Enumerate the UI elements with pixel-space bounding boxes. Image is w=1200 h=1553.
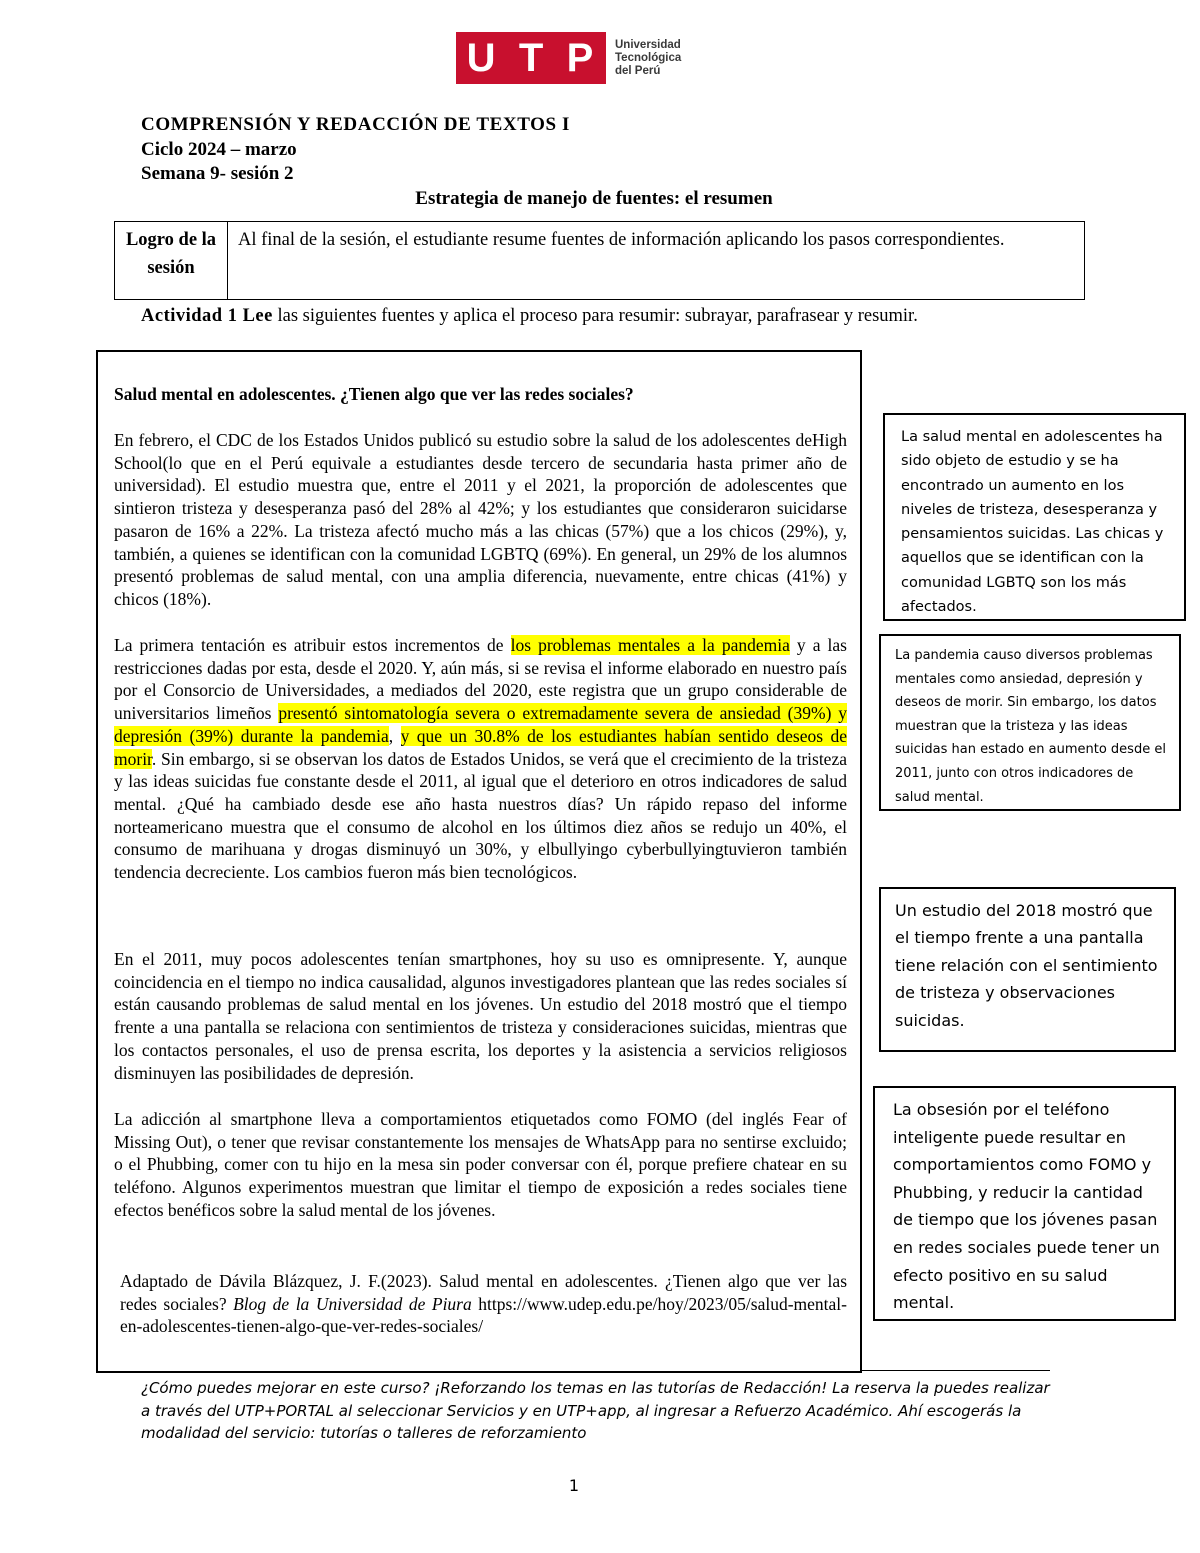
source-paragraph-2: [114, 634, 847, 884]
paragraph-2-text-b: y a las restricciones dadas por esta, desde el 2020. Y, aún más, si se revisa el informe elaborado en nuestro país por el Consorcio de Universidades, a mediados del 2020, este registra que un grupo considerable de universitarios limeños: [114, 635, 847, 724]
source-paragraph-4: La adicción al smartphone lleva a comportamientos etiquetados como FOMO (del inglés Fear of Missing Out), o tener que revisar constantemente los mensajes de WhatsApp para no sentirse excluido; o el Phubbing, comer con tu hijo en la mesa sin poder conversar con él, porque prefiere chatear en su teléfono. Algunos experimentos muestran que limitar el tiempo de exposición a redes sociales tiene efectos benéficos sobre la salud mental de los jóvenes.: [114, 1109, 847, 1220]
course-cycle: Ciclo 2024 – marzo: [141, 139, 297, 160]
source-text-box: [96, 350, 862, 1373]
highlight-death-wish: y que un 30.8% de los estudiantes habían sentido deseos de morir: [114, 725, 847, 769]
page-number: 1: [568, 1476, 580, 1495]
logo-letter-t: T: [518, 35, 546, 80]
logo-letter-p: P: [566, 35, 596, 80]
course-title: COMPRENSIÓN Y REDACCIÓN DE TEXTOS I: [141, 114, 571, 135]
course-week: Semana 9- sesión 2: [141, 163, 294, 184]
activity-instruction: [141, 304, 918, 328]
highlight-pandemic: los problemas mentales a la pandemia: [510, 635, 790, 655]
citation-publication: Blog de la Universidad de Piura: [233, 1293, 472, 1314]
tutoring-footnote: ¿Cómo puedes mejorar en este curso? ¡Reforzando los temas en las tutorías de Redacción! La reserva la puedes realizar a través del UTP+PORTAL al seleccionar Servicios y en UTP+app, al ingresar a Refuerzo Académico. Ahí escogerás la modalidad del servicio: tutorías o talleres de reforzamiento: [141, 1379, 1050, 1442]
source-title: Salud mental en adolescentes. ¿Tienen algo que ver las redes sociales?: [114, 384, 634, 404]
logo-letter-u: U: [466, 35, 498, 80]
activity-lead: Actividad 1 Lee: [141, 306, 273, 326]
utp-logo-text: [615, 39, 681, 78]
activity-rest: las siguientes fuentes y aplica el proceso para resumir: subrayar, parafrasear y resumir.: [272, 306, 918, 326]
session-strategy-title: Estrategia de manejo de fuentes: el resumen: [415, 188, 773, 209]
paragraph-2-text-d: . Sin embargo, si se observan los datos de Estados Unidos, se verá que el crecimiento de la tristeza y las ideas suicidas fue constante desde el 2011, al igual que el deterioro en otros indicadores de salud mental. ¿Qué ha cambiado desde ese año hasta nuestros días? Un rápido repaso del informe norteamericano muestra que el consumo de alcohol en los últimos diez años se redujo un 40%, el consumo de marihuana y drogas disminuyó un 30%, y elbullyingo cyberbullyingtuvieron también tendencia decreciente. Los cambios fueron más bien tecnológicos.: [114, 748, 847, 883]
citation-text-a: Adaptado de Dávila Blázquez, J. F.(2023). Salud mental en adolescentes. ¿Tienen algo que ver las redes sociales?: [120, 1271, 847, 1314]
footnote-separator: [862, 1370, 1050, 1371]
source-paragraph-3: En el 2011, muy pocos adolescentes tenían smartphones, hoy su uso es omnipresente. Y, aunque coincidencia en el tiempo no indica causalidad, algunos investigadores plantean que las redes sociales sí están causando problemas de salud mental en los jóvenes. Un estudio del 2018 mostró que el tiempo frente a una pantalla se relaciona con sentimientos de tristeza y consideraciones suicidas, mientras que los contactos personales, el uso de prensa escrita, los deportes y la asistencia a servicios religiosos disminuyen las posibilidades de depresión.: [114, 949, 847, 1083]
summary-note-2: La pandemia causo diversos problemas mentales como ansiedad, depresión y deseos de morir. Sin embargo, los datos muestran que la tristeza y las ideas suicidas han estado en aumento desde el 2011, junto con otros indicadores de salud mental.: [879, 634, 1181, 811]
summary-note-4: La obsesión por el teléfono inteligente puede resultar en comportamientos como FOMO y Phubbing, y reducir la cantidad de tiempo que los jóvenes pasan en redes sociales puede tener un efecto positivo en su salud mental.: [873, 1086, 1176, 1321]
session-goal-text: Al final de la sesión, el estudiante resume fuentes de información aplicando los pasos correspondientes.: [238, 230, 1005, 250]
logo-line-3: del Perú: [615, 64, 661, 77]
paragraph-2-text-c: ,: [388, 725, 401, 746]
highlight-symptoms: presentó sintomatología severa o extremadamente severa de ansiedad (39%) y depresión (39%) durante la pandemia: [114, 703, 847, 746]
summary-note-3: Un estudio del 2018 mostró que el tiempo frente a una pantalla tiene relación con el sentimiento de tristeza y observaciones suicidas.: [879, 887, 1176, 1052]
session-goal-label: Logro de la sesión: [115, 222, 228, 299]
source-citation: [120, 1270, 847, 1338]
summary-note-1: La salud mental en adolescentes ha sido objeto de estudio y se ha encontrado un aumento en los niveles de tristeza, desesperanza y pensamientos suicidas. Las chicas y aquellos que se identifican con la comunidad LGBTQ son los más afectados.: [883, 413, 1186, 621]
utp-logo: [456, 32, 681, 84]
session-goal-table: [114, 221, 1085, 300]
source-paragraph-1: En febrero, el CDC de los Estados Unidos publicó su estudio sobre la salud de los adolescentes deHigh School(lo que en el Perú equivale a estudiantes desde tercero de secundaria hasta primer año de universidad). El estudio muestra que, entre el 2011 y el 2021, la proporción de adolescentes que sintieron tristeza y desesperanza pasó del 28% al 42%; y los estudiantes que consideraron suicidarse pasaron de 16% a 22%. La tristeza afectó mucho más a las chicas (57%) que a los chicos (29%), y, también, a quienes se identifican con la comunidad LGBTQ (69%). En general, un 29% de los alumnos presentó problemas de salud mental, con una amplia diferencia, nuevamente, entre chicas (41%) y chicos (18%).: [114, 430, 847, 609]
paragraph-2-text-a: La primera tentación es atribuir estos incrementos de: [114, 635, 511, 655]
logo-line-2: Tecnológica: [615, 51, 682, 64]
logo-line-1: Universidad: [615, 38, 681, 51]
utp-logo-mark: [456, 32, 606, 84]
citation-url: https://www.udep.edu.pe/hoy/2023/05/salud-mental-en-adolescentes-tienen-algo-que-ver-redes-sociales/: [120, 1293, 847, 1337]
